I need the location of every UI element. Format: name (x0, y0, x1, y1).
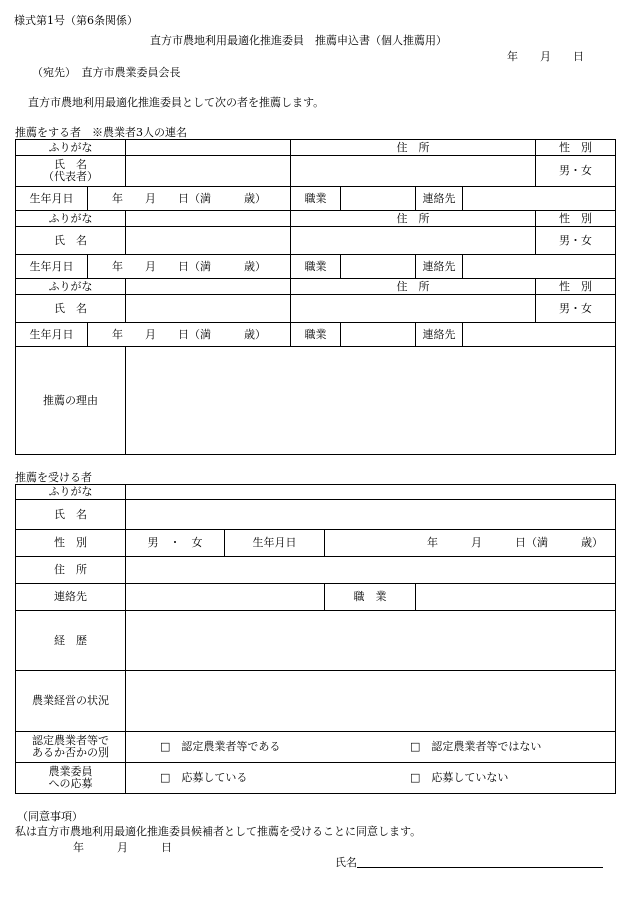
name-label: 氏 名 (16, 500, 126, 530)
furigana-input[interactable] (126, 485, 616, 500)
contact-input[interactable] (463, 323, 616, 347)
name-label-text: 氏 名 (54, 158, 87, 171)
name-input[interactable] (126, 500, 616, 530)
recommender-2-furigana-row (16, 211, 616, 227)
contact-input[interactable] (463, 255, 616, 279)
apply-options-wrap (128, 772, 613, 784)
birth-label: 生年月日 (16, 323, 88, 347)
recommender-2-birth-row (16, 255, 616, 279)
occupation-input[interactable] (416, 584, 616, 611)
gender-choice[interactable]: 男・女 (536, 156, 616, 187)
apply-no-checkbox[interactable]: □ 応募していない (410, 771, 509, 784)
gender-label: 性 別 (536, 140, 616, 156)
contact-label: 連絡先 (416, 255, 463, 279)
name-input[interactable] (126, 156, 291, 187)
occupation-input[interactable] (341, 187, 416, 211)
occupation-input[interactable] (341, 255, 416, 279)
occupation-label: 職業 (291, 323, 341, 347)
birth-input[interactable]: 年 月 日（満 歳） (88, 187, 291, 211)
recommender-3-name-row (16, 295, 616, 323)
nominee-apply-row (16, 763, 616, 794)
apply-label-line-1: 農業委員 (48, 765, 93, 778)
birth-label: 生年月日 (225, 530, 325, 557)
occupation-label: 職業 (291, 255, 341, 279)
contact-input[interactable] (126, 584, 325, 611)
furigana-label: ふりがな (16, 485, 126, 500)
name-label (16, 156, 126, 187)
occupation-label: 職 業 (325, 584, 416, 611)
furigana-label: ふりがな (16, 140, 126, 156)
addressee: （宛先） 直方市農業委員会長 (32, 66, 181, 79)
name-label: 氏 名 (16, 227, 126, 255)
farming-label: 農業経営の状況 (16, 671, 126, 732)
header-date: 年 月 日 (507, 50, 584, 63)
nominee-section-title: 推薦を受ける者 (15, 471, 92, 484)
nominee-gender-row (16, 530, 616, 557)
recommender-1-birth-row (16, 187, 616, 211)
furigana-input[interactable] (126, 279, 291, 295)
furigana-label: ふりがな (16, 211, 126, 227)
reason-input[interactable] (126, 347, 616, 455)
recommender-1-name-row (16, 156, 616, 187)
reason-row (16, 347, 616, 455)
nominee-name-row (16, 500, 616, 530)
certified-options (126, 732, 616, 763)
contact-label: 連絡先 (16, 584, 126, 611)
reason-label: 推薦の理由 (16, 347, 126, 455)
nominee-career-row (16, 611, 616, 671)
career-input[interactable] (126, 611, 616, 671)
occupation-label: 職業 (291, 187, 341, 211)
contact-label: 連絡先 (416, 323, 463, 347)
consent-title: （同意事項） (17, 810, 83, 823)
gender-label: 性 別 (536, 211, 616, 227)
apply-label (16, 763, 126, 794)
representative-label: （代表者） (43, 170, 98, 183)
form-title: 直方市農地利用最適化推進委員 推薦申込書（個人推薦用） (150, 34, 447, 47)
furigana-input[interactable] (126, 211, 291, 227)
gender-label: 性 別 (16, 530, 126, 557)
address-label: 住 所 (291, 279, 536, 295)
address-label: 住 所 (291, 140, 536, 156)
address-label: 住 所 (291, 211, 536, 227)
recommender-3-furigana-row (16, 279, 616, 295)
certified-no-checkbox[interactable]: □ 認定農業者等ではない (410, 740, 542, 753)
consent-date: 年 月 日 (73, 841, 172, 854)
form-number: 様式第1号（第6条関係） (14, 14, 138, 27)
contact-label: 連絡先 (416, 187, 463, 211)
name-input[interactable] (126, 227, 291, 255)
name-label: 氏 名 (16, 295, 126, 323)
signature-line[interactable] (357, 867, 603, 868)
apply-label-line-2: への応募 (48, 777, 93, 790)
address-input[interactable] (126, 557, 616, 584)
birth-label: 生年月日 (16, 187, 88, 211)
nominee-contact-row (16, 584, 616, 611)
apply-options (126, 763, 616, 794)
address-input[interactable] (291, 156, 536, 187)
farming-input[interactable] (126, 671, 616, 732)
gender-choice[interactable]: 男・女 (536, 295, 616, 323)
recommender-3-birth-row (16, 323, 616, 347)
certified-label-line-2: あるか否かの別 (32, 746, 109, 759)
nominee-address-row (16, 557, 616, 584)
intro-text: 直方市農地利用最適化推進委員として次の者を推薦します。 (28, 96, 325, 109)
birth-input[interactable]: 年 月 日（満 歳） (325, 530, 616, 557)
career-label: 経 歴 (16, 611, 126, 671)
gender-choice[interactable]: 男 ・ 女 (126, 530, 225, 557)
apply-yes-checkbox[interactable]: □ 応募している (160, 771, 248, 784)
address-input[interactable] (291, 295, 536, 323)
birth-label: 生年月日 (16, 255, 88, 279)
contact-input[interactable] (463, 187, 616, 211)
nominee-table (15, 484, 616, 794)
certified-options-wrap (128, 741, 613, 753)
recommenders-section-title: 推薦をする者 ※農業者3人の連名 (15, 126, 187, 139)
recommender-1-furigana-row (16, 140, 616, 156)
recommender-2-name-row (16, 227, 616, 255)
furigana-label: ふりがな (16, 279, 126, 295)
gender-label: 性 別 (536, 279, 616, 295)
recommenders-table (15, 139, 616, 455)
gender-choice[interactable]: 男・女 (536, 227, 616, 255)
name-input[interactable] (126, 295, 291, 323)
consent-name-label: 氏名 (335, 856, 357, 869)
certified-yes-checkbox[interactable]: □ 認定農業者等である (160, 740, 281, 753)
nominee-certified-row (16, 732, 616, 763)
consent-text: 私は直方市農地利用最適化推進委員候補者として推薦を受けることに同意します。 (15, 825, 422, 838)
birth-input[interactable]: 年 月 日（満 歳） (88, 255, 291, 279)
furigana-input[interactable] (126, 140, 291, 156)
occupation-input[interactable] (341, 323, 416, 347)
address-label: 住 所 (16, 557, 126, 584)
nominee-farming-row (16, 671, 616, 732)
nominee-furigana-row (16, 485, 616, 500)
birth-input[interactable]: 年 月 日（満 歳） (88, 323, 291, 347)
certified-label-line-1: 認定農業者等で (32, 734, 109, 747)
certified-label (16, 732, 126, 763)
address-input[interactable] (291, 227, 536, 255)
